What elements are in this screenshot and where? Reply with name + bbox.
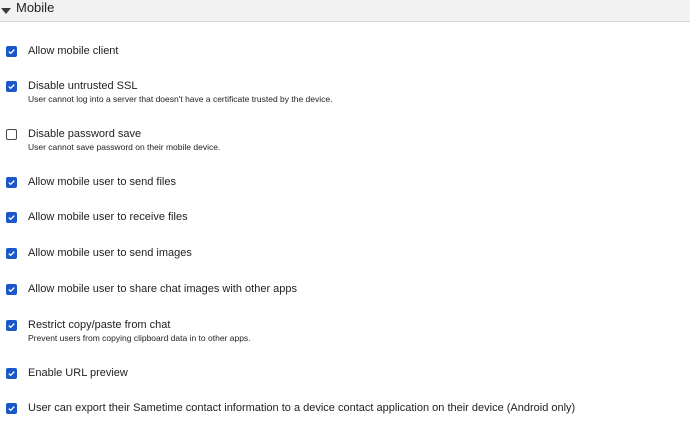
section-title: Mobile [16, 0, 55, 15]
option-label: Disable untrusted SSL [28, 80, 138, 92]
option-checkbox[interactable] [6, 403, 17, 414]
option-label: Allow mobile user to receive files [28, 211, 188, 223]
option-checkbox[interactable] [6, 212, 17, 223]
option-label: Enable URL preview [28, 367, 128, 379]
option-checkbox[interactable] [6, 177, 17, 188]
option-checkbox[interactable] [6, 248, 17, 259]
option-description: User cannot save password on their mobile device. [28, 142, 221, 152]
option-label: Restrict copy/paste from chat [28, 319, 171, 331]
option-checkbox[interactable] [6, 129, 17, 140]
triangle-down-icon[interactable] [0, 4, 12, 16]
option-checkbox[interactable] [6, 320, 17, 331]
option-description: User cannot log into a server that doesn't have a certificate trusted by the device. [28, 94, 333, 104]
mobile-section-header[interactable] [0, 0, 690, 22]
option-description: Prevent users from copying clipboard data in to other apps. [28, 333, 251, 343]
option-label: Allow mobile client [28, 45, 119, 57]
option-label: User can export their Sametime contact information to a device contact application on their device (Android only) [28, 402, 576, 414]
option-checkbox[interactable] [6, 81, 17, 92]
option-checkbox[interactable] [6, 284, 17, 295]
option-checkbox[interactable] [6, 46, 17, 57]
option-label: Allow mobile user to send files [28, 176, 176, 188]
option-label: Allow mobile user to share chat images with other apps [28, 283, 298, 295]
option-label: Disable password save [28, 128, 142, 140]
option-label: Allow mobile user to send images [28, 247, 192, 259]
option-checkbox[interactable] [6, 368, 17, 379]
